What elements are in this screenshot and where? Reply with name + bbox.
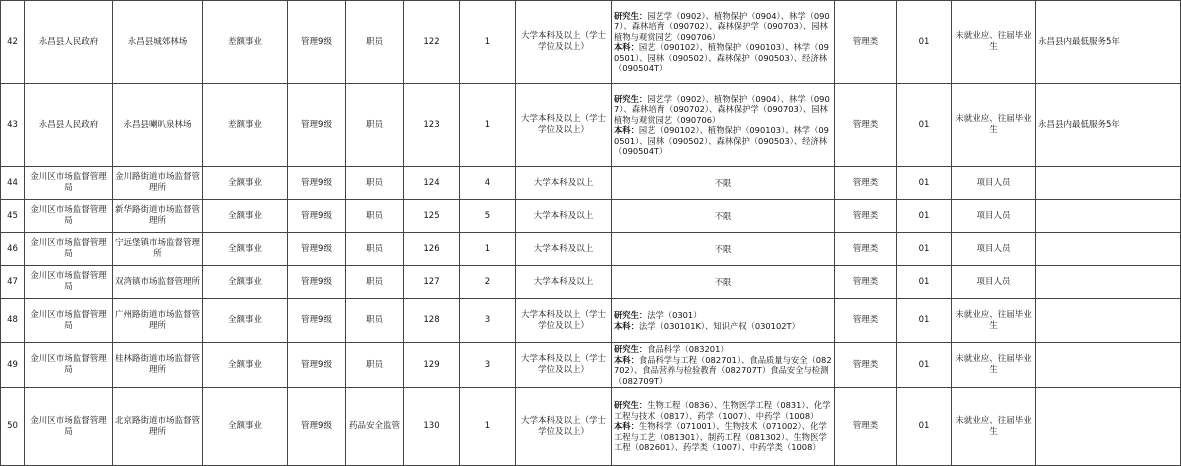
- cell-target: 项目人员: [952, 200, 1036, 233]
- cell-post: 职员: [346, 1, 404, 84]
- cell-num: 2: [460, 266, 516, 299]
- cell-exam: 01: [897, 167, 952, 200]
- cell-major: 不限: [612, 167, 835, 200]
- table-row: [1, 266, 1181, 299]
- cell-code: 130: [404, 388, 460, 466]
- cell-post: 药品安全监管: [346, 388, 404, 466]
- cell-edu: 大学本科及以上（学士学位及以上）: [516, 84, 612, 167]
- cell-target: 项目人员: [952, 266, 1036, 299]
- cell-note: [1036, 343, 1181, 388]
- cell-exam: 01: [897, 84, 952, 167]
- cell-unit: 金川区市场监督管理局: [25, 299, 113, 343]
- cell-note: [1036, 233, 1181, 266]
- cell-edu: 大学本科及以上: [516, 200, 612, 233]
- major-level-label: 本科：: [614, 42, 639, 52]
- cell-dept: 宁远堡镇市场监督管理所: [113, 233, 203, 266]
- cell-note: [1036, 167, 1181, 200]
- cell-nature: 差额事业: [203, 84, 288, 167]
- cell-unit: 永昌县人民政府: [25, 1, 113, 84]
- cell-target: 未就业应、往届毕业生: [952, 84, 1036, 167]
- cell-level: 管理9级: [288, 299, 346, 343]
- cell-exam: 01: [897, 1, 952, 84]
- cell-major: [612, 299, 835, 343]
- cell-nature: 全额事业: [203, 233, 288, 266]
- cell-no: 47: [1, 266, 25, 299]
- table-row: [1, 299, 1181, 343]
- table-body: [1, 1, 1181, 466]
- cell-num: 4: [460, 167, 516, 200]
- major-list: 园艺学（0902）、植物保护（0904）、林学（0907）、森林培育（090702）、森林保护学（090703）、园林植物与观赏园艺（090706）: [614, 93, 830, 125]
- cell-post: 职员: [346, 299, 404, 343]
- cell-dept: 广州路街道市场监督管理所: [113, 299, 203, 343]
- cell-edu: 大学本科及以上（学士学位及以上）: [516, 343, 612, 388]
- cell-nature: 全额事业: [203, 167, 288, 200]
- cell-no: 48: [1, 299, 25, 343]
- cell-unit: 永昌县人民政府: [25, 84, 113, 167]
- cell-num: 1: [460, 1, 516, 84]
- major-list: 园艺学（0902）、植物保护（0904）、林学（0907）、森林培育（090702）、森林保护学（090703）、园林植物与观赏园艺（090706）: [614, 10, 830, 42]
- cell-code: 128: [404, 299, 460, 343]
- cell-nature: 全额事业: [203, 343, 288, 388]
- cell-nature: 全额事业: [203, 200, 288, 233]
- cell-no: 49: [1, 343, 25, 388]
- cell-edu: 大学本科及以上: [516, 266, 612, 299]
- cell-code: 123: [404, 84, 460, 167]
- cell-cat: 管理类: [835, 388, 897, 466]
- cell-no: 44: [1, 167, 25, 200]
- major-level-label: 研究生：: [614, 93, 648, 104]
- major-list: 法学（0301）: [647, 310, 702, 320]
- cell-level: 管理9级: [288, 388, 346, 466]
- cell-level: 管理9级: [288, 167, 346, 200]
- cell-num: 1: [460, 388, 516, 466]
- table-row: [1, 167, 1181, 200]
- cell-no: 43: [1, 84, 25, 167]
- cell-target: 未就业应、往届毕业生: [952, 299, 1036, 343]
- cell-nature: 全额事业: [203, 299, 288, 343]
- cell-dept: 新华路街道市场监督管理所: [113, 200, 203, 233]
- cell-level: 管理9级: [288, 343, 346, 388]
- cell-no: 42: [1, 1, 25, 84]
- cell-target: 项目人员: [952, 233, 1036, 266]
- cell-target: 未就业应、往届毕业生: [952, 1, 1036, 84]
- cell-code: 129: [404, 343, 460, 388]
- cell-code: 125: [404, 200, 460, 233]
- cell-exam: 01: [897, 200, 952, 233]
- cell-exam: 01: [897, 266, 952, 299]
- cell-level: 管理9级: [288, 233, 346, 266]
- cell-exam: 01: [897, 343, 952, 388]
- cell-dept: 北京路街道市场监督管理所: [113, 388, 203, 466]
- cell-exam: 01: [897, 233, 952, 266]
- major-list: 食品科学（083201）: [647, 344, 729, 354]
- cell-note: [1036, 200, 1181, 233]
- cell-cat: 管理类: [835, 343, 897, 388]
- cell-level: 管理9级: [288, 200, 346, 233]
- cell-major: 不限: [612, 233, 835, 266]
- cell-num: 3: [460, 299, 516, 343]
- cell-no: 46: [1, 233, 25, 266]
- cell-major: [612, 84, 835, 167]
- cell-post: 职员: [346, 200, 404, 233]
- cell-edu: 大学本科及以上（学士学位及以上）: [516, 1, 612, 84]
- major-level-label: 研究生：: [614, 310, 648, 320]
- cell-level: 管理9级: [288, 266, 346, 299]
- major-list: 食品科学与工程（082701）、食品质量与安全（082702）、食品营养与检验教育（082707T）食品安全与检测（082709T）: [614, 354, 832, 386]
- cell-exam: 01: [897, 299, 952, 343]
- cell-unit: 金川区市场监督管理局: [25, 343, 113, 388]
- cell-nature: 全额事业: [203, 388, 288, 466]
- cell-note: [1036, 388, 1181, 466]
- cell-level: 管理9级: [288, 1, 346, 84]
- cell-cat: 管理类: [835, 299, 897, 343]
- cell-major: 不限: [612, 266, 835, 299]
- cell-num: 1: [460, 84, 516, 167]
- table-row: [1, 1, 1181, 84]
- major-level-label: 研究生：: [614, 400, 648, 411]
- cell-cat: 管理类: [835, 84, 897, 167]
- cell-num: 1: [460, 233, 516, 266]
- cell-unit: 金川区市场监督管理局: [25, 233, 113, 266]
- cell-target: 未就业应、往届毕业生: [952, 343, 1036, 388]
- cell-exam: 01: [897, 388, 952, 466]
- cell-unit: 金川区市场监督管理局: [25, 266, 113, 299]
- cell-major: [612, 1, 835, 84]
- cell-major: 不限: [612, 200, 835, 233]
- cell-post: 职员: [346, 167, 404, 200]
- cell-level: 管理9级: [288, 84, 346, 167]
- cell-dept: 桂林路街道市场监督管理所: [113, 343, 203, 388]
- cell-unit: 金川区市场监督管理局: [25, 167, 113, 200]
- cell-dept: 永昌县城郊林场: [113, 1, 203, 84]
- cell-target: 未就业应、往届毕业生: [952, 388, 1036, 466]
- major-list: 生物工程（0836）、生物医学工程（0831）、化学工程与技术（0817）、药学（1007）、中药学（1008）: [614, 400, 831, 421]
- cell-cat: 管理类: [835, 266, 897, 299]
- cell-dept: 金川路街道市场监督管理所: [113, 167, 203, 200]
- table-row: [1, 200, 1181, 233]
- major-list: 生物科学（071001）、生物技术（071002）、化学工程与工艺（081301）、制药工程（081302）、生物医学工程（082601）、药学类（1007）、中药学类（1008）: [614, 421, 827, 453]
- cell-num: 5: [460, 200, 516, 233]
- cell-edu: 大学本科及以上（学士学位及以上）: [516, 299, 612, 343]
- major-level-label: 研究生：: [614, 344, 648, 354]
- cell-note: [1036, 266, 1181, 299]
- cell-code: 127: [404, 266, 460, 299]
- cell-major: [612, 388, 835, 466]
- cell-unit: 金川区市场监督管理局: [25, 200, 113, 233]
- cell-post: 职员: [346, 84, 404, 167]
- major-list: 园艺（090102）、植物保护（090103）、林学（090501）、园林（090502）、森林保护（090503）、经济林（090504T）: [614, 125, 829, 156]
- cell-dept: 双湾镇市场监督管理所: [113, 266, 203, 299]
- cell-target: 项目人员: [952, 167, 1036, 200]
- cell-nature: 差额事业: [203, 1, 288, 84]
- table-row: [1, 343, 1181, 388]
- table-row: [1, 388, 1181, 466]
- cell-edu: 大学本科及以上: [516, 167, 612, 200]
- table-row: [1, 233, 1181, 266]
- cell-note: 永昌县内最低服务5年: [1036, 84, 1181, 167]
- cell-code: 122: [404, 1, 460, 84]
- cell-cat: 管理类: [835, 1, 897, 84]
- cell-code: 124: [404, 167, 460, 200]
- cell-no: 50: [1, 388, 25, 466]
- cell-cat: 管理类: [835, 233, 897, 266]
- cell-major: [612, 343, 835, 388]
- cell-post: 职员: [346, 233, 404, 266]
- cell-code: 126: [404, 233, 460, 266]
- cell-cat: 管理类: [835, 167, 897, 200]
- major-level-label: 本科：: [614, 354, 639, 365]
- cell-num: 3: [460, 343, 516, 388]
- cell-note: [1036, 299, 1181, 343]
- table-row: [1, 84, 1181, 167]
- cell-edu: 大学本科及以上: [516, 233, 612, 266]
- cell-post: 职员: [346, 343, 404, 388]
- cell-nature: 全额事业: [203, 266, 288, 299]
- major-level-label: 本科：: [614, 125, 639, 135]
- major-level-label: 研究生：: [614, 10, 648, 21]
- major-list: 法学（030101K）、知识产权（030102T）: [638, 320, 800, 331]
- major-list: 园艺（090102）、植物保护（090103）、林学（090501）、园林（090502）、森林保护（090503）、经济林（090504T）: [614, 42, 829, 73]
- cell-edu: 大学本科及以上（学士学位及以上）: [516, 388, 612, 466]
- cell-post: 职员: [346, 266, 404, 299]
- cell-dept: 永昌县喇叭泉林场: [113, 84, 203, 167]
- major-level-label: 本科：: [614, 421, 639, 432]
- major-level-label: 本科：: [614, 320, 639, 331]
- cell-no: 45: [1, 200, 25, 233]
- cell-note: 永昌县内最低服务5年: [1036, 1, 1181, 84]
- cell-unit: 金川区市场监督管理局: [25, 388, 113, 466]
- cell-cat: 管理类: [835, 200, 897, 233]
